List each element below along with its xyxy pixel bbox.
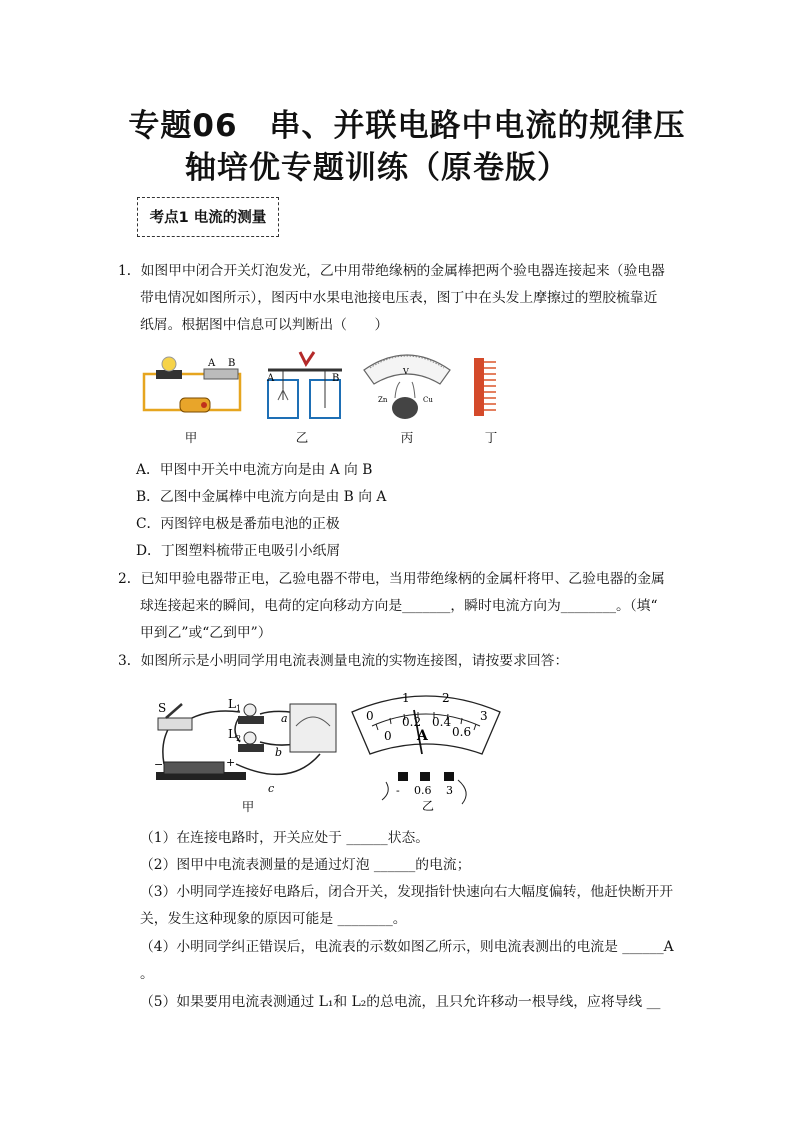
wire-switch-battery <box>163 726 170 764</box>
terminal-3 <box>444 772 454 781</box>
l1-bulb-icon <box>244 704 256 716</box>
label-plus: + <box>226 756 236 769</box>
outer-tick-0: 0 <box>366 709 374 723</box>
q1-option-d: D．丁图塑料梳带正电吸引小纸屑 <box>136 543 341 559</box>
q1-option-a: A．甲图中开关中电流方向是由 A 向 B <box>136 462 373 478</box>
label-l1-main: L <box>228 697 236 711</box>
label-minus: − <box>154 758 164 771</box>
label-b2: B <box>332 373 340 384</box>
label-s: S <box>158 701 167 715</box>
label-b: B <box>228 358 236 369</box>
label-l2-sub: 2 <box>235 734 242 743</box>
label-b-wire: b <box>275 746 283 759</box>
voltmeter-unit: V <box>403 367 409 376</box>
inner-tick-2: 0.4 <box>432 715 452 729</box>
comb-icon <box>474 358 484 416</box>
caption-yi: 乙 <box>295 430 309 445</box>
q3-part-5: （5）如果要用电流表测通过 L₁和 L₂的总电流，且只允许移动一根导线，应将导线 __ <box>140 994 661 1010</box>
page-title-line-2: 轴培优专题训练（原卷版） <box>185 150 569 186</box>
inner-tick-3: 0.6 <box>452 725 472 739</box>
wire-right <box>458 780 466 804</box>
label-l1-sub: 1 <box>235 704 242 713</box>
comb-teeth <box>484 362 496 410</box>
battery-terminal <box>201 402 207 408</box>
label-zn: Zn <box>378 396 388 404</box>
label-a2: A <box>267 373 275 384</box>
label-c-wire: c <box>268 782 275 795</box>
q2-line-3: 甲到乙”或“乙到甲”） <box>140 625 272 641</box>
q3-stem: 3．如图所示是小明同学用电流表测量电流的实物连接图，请按要求回答： <box>118 653 569 669</box>
q3-caption-yi: 乙 <box>422 799 435 813</box>
terminal-neg <box>398 772 408 781</box>
wire-left <box>382 782 388 800</box>
q3-part-1: （1）在连接电路时，开关应处于 ______状态。 <box>140 830 430 846</box>
caption-bing: 丙 <box>400 430 414 445</box>
q1-option-b: B．乙图中金属棒中电流方向是由 B 向 A <box>136 489 387 505</box>
outer-tick-3: 3 <box>480 709 488 723</box>
l2-socket <box>238 744 264 752</box>
terminal-label-neg: - <box>396 784 400 797</box>
q1-stem-line-2: 带电情况如图所示），图丙中水果电池接电压表，图丁中在头发上摩擦过的塑胶梳靠近 <box>140 290 658 306</box>
q3-caption-jia: 甲 <box>241 799 255 814</box>
voltmeter-wires <box>395 382 415 398</box>
wire-switch-l1 <box>188 711 240 720</box>
q3-figure-ammeter-dial <box>346 688 506 814</box>
page-title-line-1: 专题06 串、并联电路中电流的规律压 <box>128 108 686 144</box>
battery-pack-icon <box>164 762 224 774</box>
q1-option-c: C．丙图锌电极是番茄电池的正极 <box>136 516 340 532</box>
q3-part-4: （4）小明同学纠正错误后，电流表的示数如图乙所示，则电流表测出的电流是 ______A <box>140 939 674 955</box>
caption-ding: 丁 <box>484 430 498 445</box>
q2-line-1: 2．已知甲验电器带正电，乙验电器不带电，当用带绝缘柄的金属杆将甲、乙验电器的金属 <box>118 571 665 587</box>
section-tag: 考点1 电流的测量 <box>137 197 279 237</box>
q1-stem-line-1: 1．如图甲中闭合开关灯泡发光，乙中用带绝缘柄的金属棒把两个验电器连接起来（验电器 <box>118 263 665 279</box>
switch-lever <box>166 704 182 718</box>
caption-jia: 甲 <box>184 430 198 445</box>
q2-line-2: 球连接起来的瞬间，电荷的定向移动方向是_______，瞬时电流方向为________。（填“ <box>140 598 658 614</box>
inner-tick-0: 0 <box>384 729 392 743</box>
label-a: A <box>208 358 216 369</box>
q1-figure-electroscopes <box>262 350 348 422</box>
q3-part-3-cont: 关，发生这种现象的原因可能是 ________。 <box>140 911 407 927</box>
switch-base <box>158 718 192 730</box>
hand-icon <box>300 352 314 364</box>
q3-part-2: （2）图甲中电流表测量的是通过灯泡 ______的电流； <box>140 857 471 873</box>
l2-bulb-icon <box>244 732 256 744</box>
dial-unit: A <box>417 728 428 744</box>
outer-tick-2: 2 <box>442 691 450 705</box>
outer-tick-1: 1 <box>402 691 410 705</box>
inner-tick-1: 0.2 <box>402 715 422 729</box>
q1-figure-circuit <box>140 352 248 418</box>
l1-socket <box>238 716 264 724</box>
label-l2 <box>228 727 241 743</box>
label-a-wire: a <box>281 712 288 725</box>
ammeter-icon <box>290 704 336 752</box>
q3-part-4-cont: 。 <box>140 966 154 982</box>
terminal-06 <box>420 772 430 781</box>
bulb-icon <box>162 357 176 371</box>
label-l1 <box>228 697 241 713</box>
label-cu: Cu <box>423 396 433 404</box>
terminal-label-06: 0.6 <box>414 784 432 797</box>
q1-stem-line-3: 纸屑。根据图中信息可以判断出（ ） <box>140 317 389 333</box>
terminal-label-3: 3 <box>446 784 453 797</box>
tomato-battery-icon <box>392 397 418 419</box>
q1-figure-comb <box>468 356 502 418</box>
q3-figure-circuit <box>150 694 340 798</box>
q3-part-3: （3）小明同学连接好电路后，闭合开关，发现指针快速向右大幅度偏转，他赶快断开开 <box>140 884 674 900</box>
q1-figure-voltmeter <box>360 346 454 422</box>
label-l2-main: L <box>228 727 236 741</box>
switch-icon <box>204 369 238 379</box>
